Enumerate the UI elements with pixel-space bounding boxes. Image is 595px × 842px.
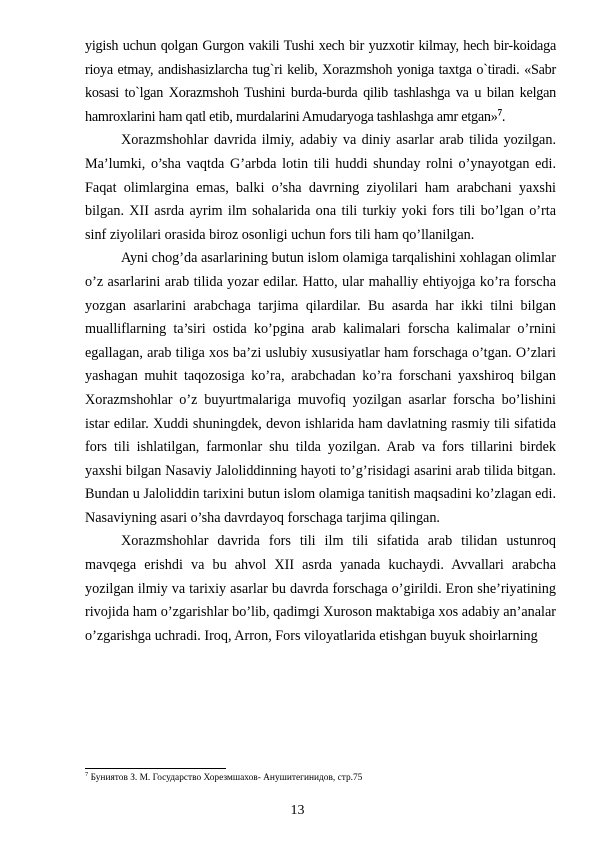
footnote-number: 7 <box>85 770 89 778</box>
paragraph-4: Xorazmshohlar davrida fors tili ilm tili sifatida arab tilidan ustunroq mavqega erishdi va bu ahvol XII asrda yanada kuchaydi. Avvallari arabcha yozilgan ilmiy va tarixiy asarlar bu davrda forschaga o’girildi. Eron she’riyatining rivojida ham o’zgarishlar bo’lib, qadimgi Xuroson maktabiga xos adabiy an’analar o’zgarishga uchradi. Iroq, Arron, Fors viloyatlarida etishgan buyuk shoirlarning <box>85 533 556 644</box>
footnote-separator <box>85 768 226 769</box>
footnote-text: Буниятов З. М. Государство Хорезмшахов- Анушитегинидов, стр.75 <box>88 773 363 783</box>
page-number: 13 <box>290 803 305 818</box>
body-text <box>85 35 556 648</box>
footnote-ref-7[interactable]: 7 <box>497 107 502 118</box>
paragraph-1-tail: . <box>501 108 506 125</box>
paragraph-2: Xorazmshohlar davrida ilmiy, adabiy va diniy asarlar arab tilida yozilgan. Ma’lumki, o’sha vaqtda G’arbda lotin tili huddi shunday rolni o’ynayotgan edi. Faqat olimlargina emas, balki o’sha davrning ziyolilari ham arabchani yaxshi bilgan. XII asrda ayrim ilm sohalarida ona tili turkiy yoki fors tili bo’lgan o’rta sinf ziyolilari orasida biroz osonligi uchun fors tili ham qo’llanilgan. <box>85 132 556 243</box>
footnote <box>85 772 556 784</box>
paragraph-3: Ayni chog’da asarlarining butun islom olamiga tarqalishini xohlagan olimlar o’z asarlarini arab tilida yozar edilar. Hatto, ular mahalliy ehtiyojga ko’ra forscha yozgan asarlarini arabchaga tarjima qilardilar. Bu asarda har ikki tilni bilgan mualliflarning ta’siri ostida ko’pgina arab kalimalari forscha kalimalar o’rnini egallagan, arab tiliga xos ba’zi uslubiy xususiyatlar ham forschaga o’tgan. O’zlari yashagan muhit taqozosiga ko’ra, arabchadan ko’ra forschani yaxshiroq bilgan Xorazmshohlar o’z buyurtmalariga muvofiq yozilgan asarlar forscha bo’lishini istar edilar. Xuddi shuningdek, devon ishlarida ham davlatning rasmiy tili sifatida fors tili ishlatilgan, farmonlar shu tilda yozilgan. Arab va fors tillarini birdek yaxshi bilgan Nasaviy Jaloliddinning hayoti to’g’risidagi asarini arab tilida bitgan. Bundan u Jaloliddin tarixini butun islom olamiga tanitish maqsadini ko’zlagan edi. Nasaviyning asari o’sha davrdayoq forschaga tarjima qilingan. <box>85 250 556 526</box>
paragraph-1 <box>85 35 556 129</box>
paragraph-1-text: yigish uchun qolgan Gurgon vakili Tushi xech bir yuzxotir kilmay, hech bir-koidaga rioya etmay, andishasizlarcha tug`ri kelib, Xorazmshoh yoniga taxtga o`tiradi. «Sabr kosasi to`lgan Xorazmshoh Tushini burda-burda qilib tashlashga va u bilan kelgan hamroxlarini ham qatl etib, murdalarini Amudaryoga tashlashga amr etgan» <box>85 38 556 125</box>
